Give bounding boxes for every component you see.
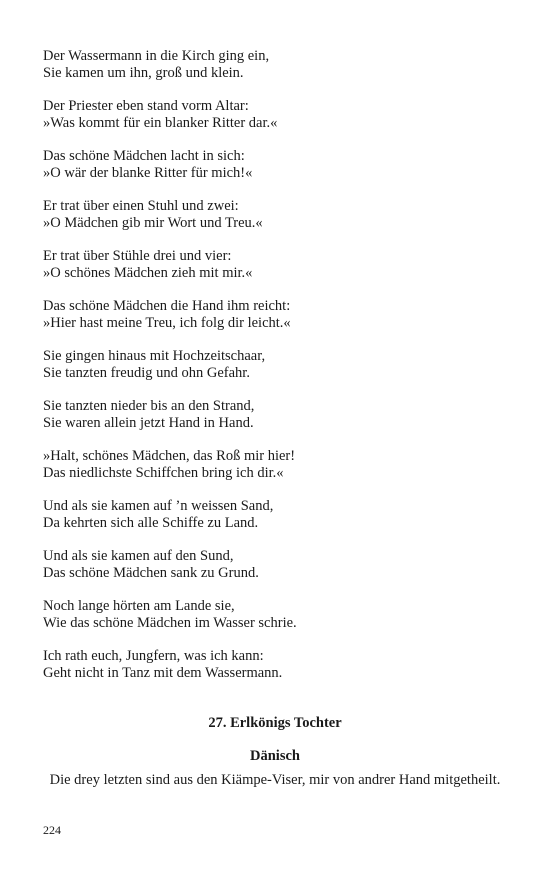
verse-line: Das schöne Mädchen lacht in sich:	[43, 148, 245, 164]
verse-line: Da kehrten sich alle Schiffe zu Land.	[43, 515, 259, 531]
verse-line: Der Wassermann in die Kirch ging ein,	[43, 48, 270, 64]
verse-line: Sie tanzten nieder bis an den Strand,	[43, 398, 255, 414]
verse-line: Das niedlichste Schiffchen bring ich dir.«	[43, 465, 284, 481]
stanza	[43, 348, 513, 382]
verse-line: Sie gingen hinaus mit Hochzeitschaar,	[43, 348, 266, 364]
verse-line: Geht nicht in Tanz mit dem Wassermann.	[43, 665, 283, 681]
verse-line: Er trat über einen Stuhl und zwei:	[43, 198, 239, 214]
stanza	[43, 148, 513, 182]
poem	[43, 48, 513, 698]
stanza	[43, 298, 513, 332]
section-note: Die drey letzten sind aus den Kiämpe-Viser, mir von andrer Hand mitgetheilt.	[49, 772, 501, 788]
stanza	[43, 598, 513, 632]
verse-line: »O Mädchen gib mir Wort und Treu.«	[43, 215, 263, 231]
section-title: 27. Erlkönigs Tochter	[208, 715, 342, 731]
verse-line: Und als sie kamen auf den Sund,	[43, 548, 234, 564]
verse-line: Er trat über Stühle drei und vier:	[43, 248, 232, 264]
verse-line: Und als sie kamen auf ’n weissen Sand,	[43, 498, 274, 514]
verse-line: Noch lange hörten am Lande sie,	[43, 598, 235, 614]
verse-line: Das schöne Mädchen sank zu Grund.	[43, 565, 259, 581]
verse-line: Sie kamen um ihn, groß und klein.	[43, 65, 244, 81]
page-number: 224	[43, 823, 61, 837]
verse-line: »Was kommt für ein blanker Ritter dar.«	[43, 115, 278, 131]
verse-line: »O schönes Mädchen zieh mit mir.«	[43, 265, 253, 281]
verse-line: »Halt, schönes Mädchen, das Roß mir hier!	[43, 448, 296, 464]
stanza	[43, 398, 513, 432]
stanza	[43, 448, 513, 482]
verse-line: Wie das schöne Mädchen im Wasser schrie.	[43, 615, 297, 631]
verse-line: Ich rath euch, Jungfern, was ich kann:	[43, 648, 264, 664]
verse-line: Sie tanzten freudig und ohn Gefahr.	[43, 365, 250, 381]
verse-line: Das schöne Mädchen die Hand ihm reicht:	[43, 298, 291, 314]
stanza	[43, 48, 513, 82]
stanza	[43, 548, 513, 582]
stanza	[43, 248, 513, 282]
verse-line: Der Priester eben stand vorm Altar:	[43, 98, 249, 114]
section-subtitle: Dänisch	[250, 748, 300, 764]
verse-line: »Hier hast meine Treu, ich folg dir leicht.«	[43, 315, 291, 331]
stanza	[43, 498, 513, 532]
verse-line: »O wär der blanke Ritter für mich!«	[43, 165, 253, 181]
stanza	[43, 98, 513, 132]
stanza	[43, 198, 513, 232]
stanza	[43, 648, 513, 682]
verse-line: Sie waren allein jetzt Hand in Hand.	[43, 415, 254, 431]
